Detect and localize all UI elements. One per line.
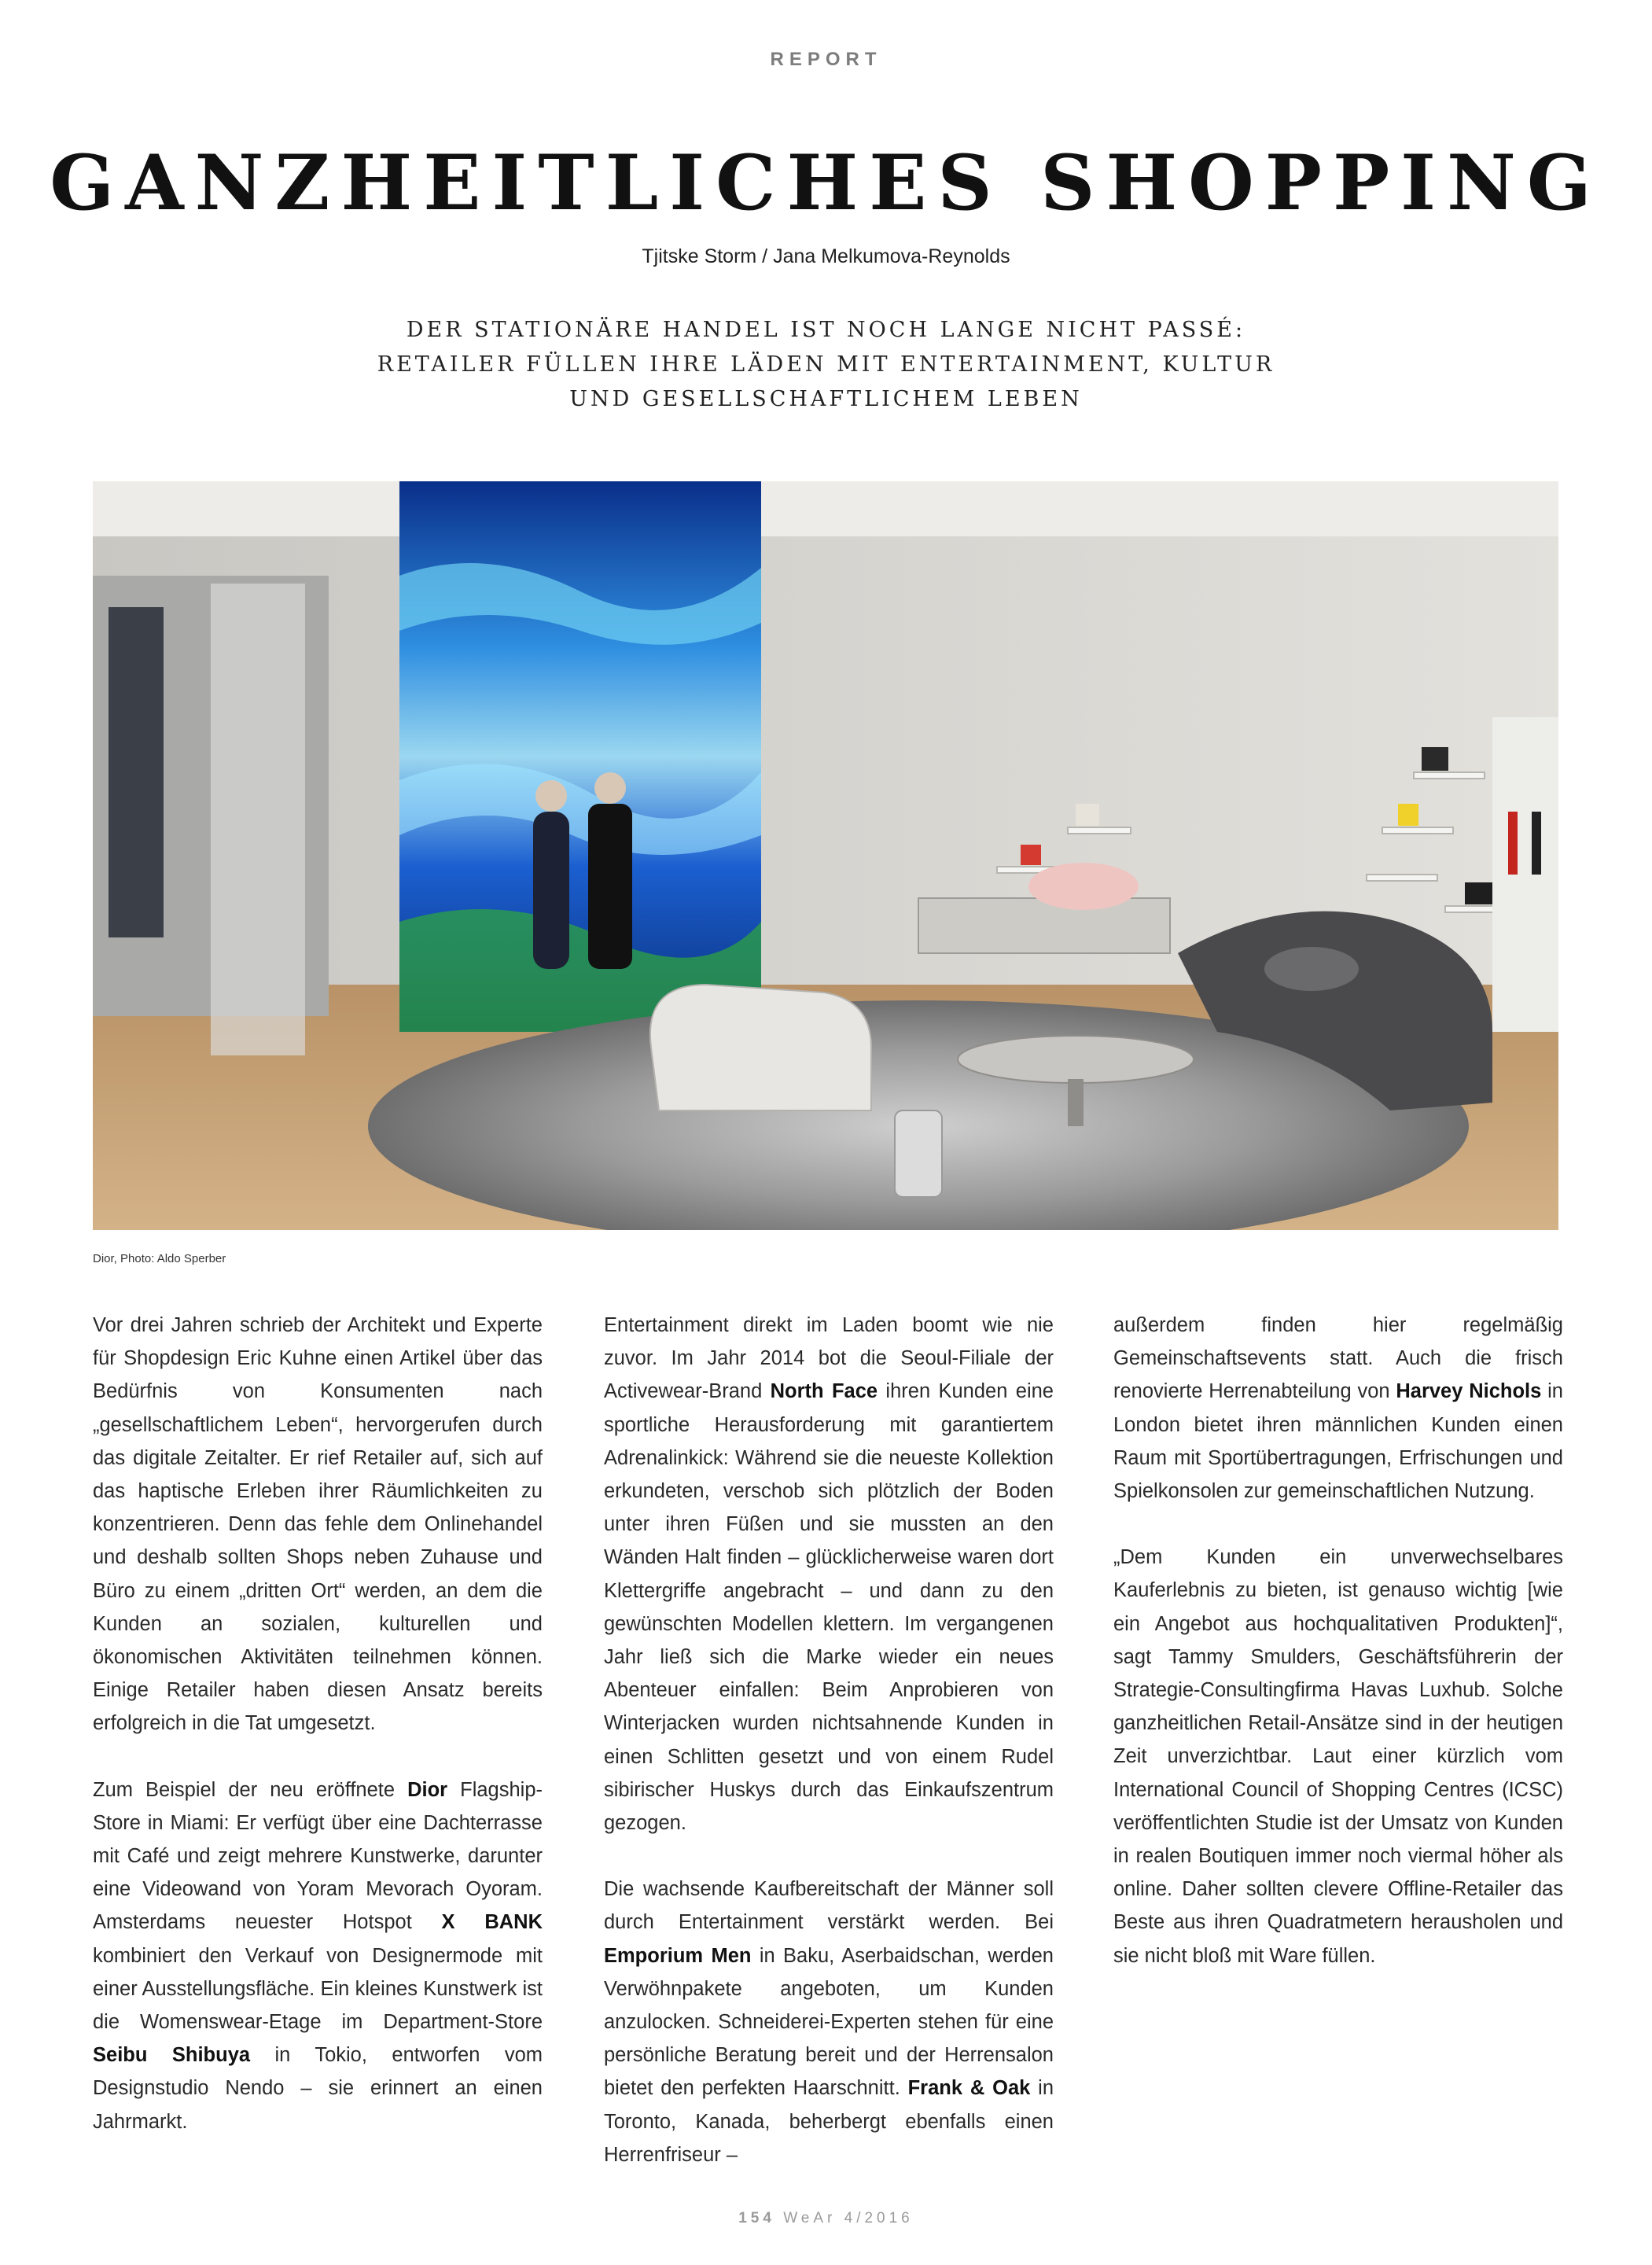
lede-line: RETAILER FÜLLEN IHRE LÄDEN MIT ENTERTAINMENT, KULTUR	[377, 352, 1275, 377]
text-run: Entertainment direkt im Laden boomt wie nie zuvor. Im Jahr 2014 bot die Seoul-Filiale der Activewear-Brand	[604, 1314, 1054, 1403]
black-garment	[1532, 812, 1541, 875]
brand-name: Frank & Oak	[907, 2077, 1031, 2100]
text-run: Die wachsende Kaufbereitschaft der Männer soll durch Entertainment verstärkt werden. Bei	[604, 1878, 1054, 1934]
page-number: 154	[738, 2210, 775, 2226]
reclining-mannequin	[1028, 863, 1139, 910]
brand-name: Dior	[407, 1778, 448, 1801]
sofa-cushion	[1264, 947, 1359, 991]
paragraph: Vor drei Jahren schrieb der Architekt und Experte für Shopdesign Eric Kuhne einen Artikel über das Bedürfnis von Konsumenten nach „gesellschaftlichem Leben“, hervorgerufen durch das digitale Zeitalter. Er rief Retailer auf, sich auf das haptische Erleben ihrer Räumlichkeiten zu konzentrieren. Denn das fehle dem Onlinehandel und deshalb sollten Shops neben Zuhause und Büro zu einem „dritten Ort“ werden, an dem die Kunden an sozialen, kulturellen und ökonomischen Aktivitäten teilnehmen können. Einige Retailer haben diesen Ansatz bereits erfolgreich in die Tat umgesetzt.	[93, 1314, 543, 1735]
section-label: REPORT	[770, 49, 882, 70]
white-armchair	[650, 985, 871, 1110]
text-run: in Baku, Aserbaidschan, werden Verwöhnpakete angeboten, um Kunden anzulocken. Schneiderei-Experten stehen für eine persönliche Beratung bereit und der Herrensalon bietet den perfekten Haarschnitt.	[604, 1944, 1054, 2100]
brand-name: Emporium Men	[604, 1944, 752, 1967]
text-run: ihren Kunden eine sportliche Herausforderung mit garantiertem Adrenalinkick: Während sie die neueste Kollektion erkundeten, verschob sich plötzlich der Boden unter ihren Füßen und sie mussten an den Wänden Halt finden – glücklicherweise waren dort Klettergriffe angebracht – und dann zu den gewünschten Modellen klettern. Im vergangenen Jahr ließ sich die Marke wieder ein neues Abenteuer einfallen: Beim Anprobieren von Winterjacken wurden nichtsahnende Kunden in einen Schlitten gesetzt und von einem Rudel sibirischer Huskys durch das Einkaufszentrum gezogen.	[604, 1380, 1054, 1835]
display-plinth	[918, 898, 1170, 953]
article-lede	[236, 313, 1416, 417]
article-authors: Tjitske Storm / Jana Melkumova-Reynolds	[642, 245, 1010, 267]
page-footer	[0, 2210, 1652, 2227]
text-run: in London bietet ihren männlichen Kunden einen Raum mit Sportübertragungen, Erfrischungen und Spielkonsolen zur gemeinschaftlichen Nutzung.	[1113, 1380, 1563, 1503]
ceiling	[93, 481, 1558, 536]
lede-line: UND GESELLSCHAFTLICHEM LEBEN	[569, 387, 1083, 411]
photo-caption: Dior, Photo: Aldo Sperber	[93, 1252, 226, 1265]
store-interior-illustration	[93, 481, 1558, 1230]
brand-name: Seibu Shibuya	[93, 2044, 251, 2067]
store-interior-photo	[93, 481, 1558, 1230]
table-stem	[1068, 1079, 1084, 1126]
red-garment	[1508, 812, 1518, 875]
text-run: kombiniert den Verkauf von Designermode mit einer Ausstellungsfläche. Ein kleines Kunstwerk ist die Womenswear-Etage im Department-Store	[93, 1944, 543, 2034]
mannequin	[588, 804, 632, 969]
silver-stool	[895, 1110, 942, 1197]
paragraph	[604, 1873, 1054, 2171]
brand-name: North Face	[770, 1380, 878, 1403]
mannequin-head	[594, 772, 626, 804]
issue-label: WeAr 4/2016	[783, 2210, 914, 2226]
paragraph: „Dem Kunden ein unverwechselbares Kauferlebnis zu bieten, ist genauso wichtig [wie ein Angebot aus hochqualitativen Produkten]“, sagt Tammy Smulders, Geschäftsführerin der Strategie-Consultingfirma Havas Luxhub. Solche ganzheitlichen Retail-Ansätze sind in der heutigen Zeit unverzichtbar. Laut einer kürzlich vom International Council of Shopping Centres (ICSC) veröffentlichten Studie ist der Umsatz von Kunden in realen Boutiquen immer noch viermal höher als online. Daher sollten clevere Offline-Retailer das Beste aus ihren Quadratmetern herausholen und sie nicht bloß mit Ware füllen.	[1113, 1546, 1563, 1967]
mannequin-head	[535, 780, 567, 812]
article-title: GANZHEITLICHES SHOPPING	[50, 138, 1602, 227]
coffee-table	[958, 1036, 1194, 1083]
text-run: Flagship-Store in Miami: Er verfügt über eine Dachterrasse mit Café und zeigt mehrere Kunstwerke, darunter eine Videowand von Yoram Mevorach Oyoram. Amsterdams neuester Hotspot	[93, 1778, 543, 1934]
lede-line: DER STATIONÄRE HANDEL IST NOCH LANGE NICHT PASSÉ:	[406, 318, 1246, 342]
text-column-3	[1113, 1309, 1563, 2005]
text-run: außerdem finden hier regelmäßig Gemeinschaftsevents statt. Auch die frisch renovierte Herrenabteilung von	[1113, 1314, 1563, 1403]
text-run: in Tokio, entworfen vom Designstudio Nendo – sie erinnert an einen Jahrmarkt.	[93, 2044, 543, 2133]
right-shop-area	[1492, 717, 1558, 1032]
paragraph	[1113, 1309, 1563, 1508]
mannequin	[533, 812, 569, 969]
text-column-1	[93, 1309, 543, 2171]
left-display	[109, 607, 164, 937]
text-column-2	[604, 1309, 1054, 2204]
mirror-column	[211, 584, 305, 1055]
paragraph	[93, 1773, 543, 2138]
text-run: Zum Beispiel der neu eröffnete	[93, 1778, 408, 1801]
paragraph	[604, 1309, 1054, 1840]
brand-name: X BANK	[441, 1911, 543, 1934]
text-run: in Toronto, Kanada, beherbergt ebenfalls einen Herrenfriseur –	[604, 2077, 1054, 2166]
brand-name: Harvey Nichols	[1396, 1380, 1542, 1403]
